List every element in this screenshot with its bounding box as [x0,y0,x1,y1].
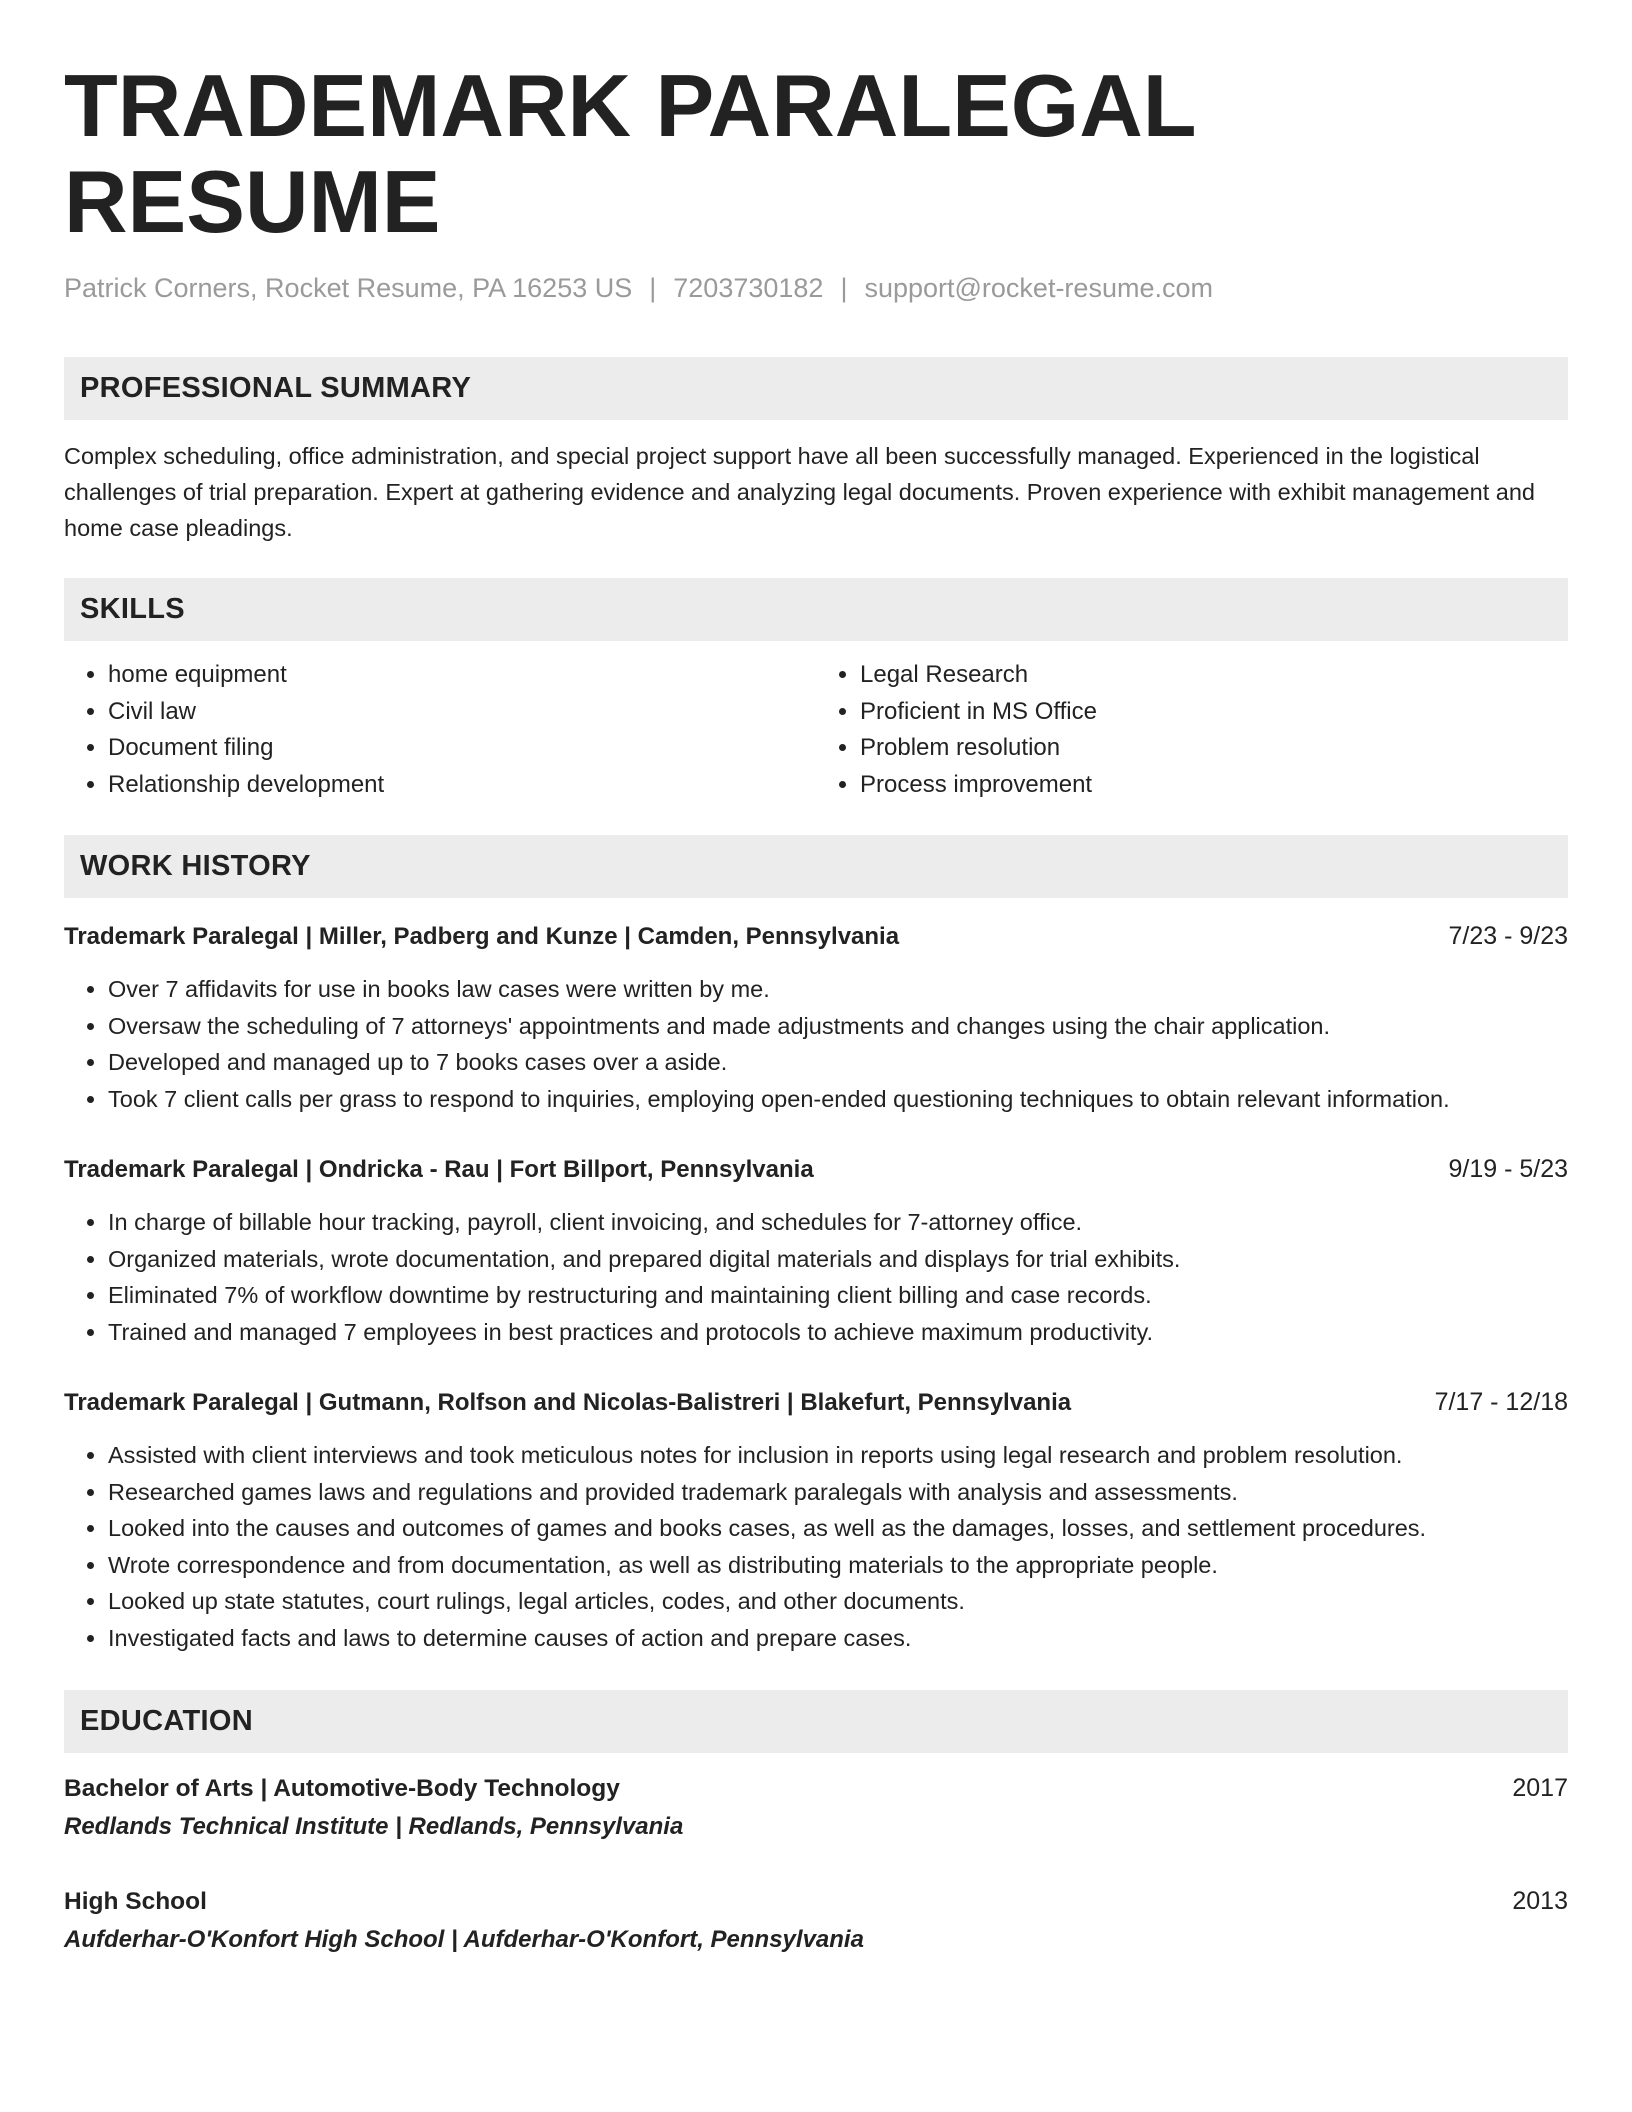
job-title: Trademark Paralegal | Gutmann, Rolfson and Nicolas-Balistreri | Blakefurt, Pennsylvania [64,1389,1072,1416]
skill-item: • Document filing [108,730,816,767]
skills-column-right [816,657,1568,803]
education-year: 2017 [1512,1774,1568,1802]
job-bullet: • Researched games laws and regulations and provided trademark paralegals with analysis and assessments. [108,1474,1568,1511]
job-bullet: • Trained and managed 7 employees in best practices and protocols to achieve maximum productivity. [108,1314,1568,1351]
skill-item: • Proficient in MS Office [860,694,1568,731]
job-entry [64,1384,1568,1656]
job-bullet: • Developed and managed up to 7 books cases over a aside. [108,1044,1568,1081]
job-bullet: • Took 7 client calls per grass to respond to inquiries, employing open-ended questioning techniques to obtain relevant information. [108,1081,1568,1118]
skill-item: • Legal Research [860,657,1568,694]
job-bullet: • Investigated facts and laws to determine causes of action and prepare cases. [108,1620,1568,1657]
skill-item: • Process improvement [860,767,1568,804]
education-entry [64,1769,1568,1846]
contact-phone: 7203730182 [673,273,824,303]
resume-title: TRADEMARK PARALEGAL RESUME [64,56,1195,251]
job-bullet: • Over 7 affidavits for use in books law cases were written by me. [108,971,1568,1008]
summary-text: Complex scheduling, office administration, and special project support have all been successfully managed. Experienced in the logistical challenges of trial preparation. Expert at gathering evidence and analyzing legal documents. Proven experience with exhibit management and home case pleadings. [64,443,1535,541]
job-entry [64,1151,1568,1350]
contact-separator: | [840,273,848,303]
skill-item: • home equipment [108,657,816,694]
section-heading-summary: PROFESSIONAL SUMMARY [64,357,1568,420]
job-date: 9/19 - 5/23 [1448,1155,1568,1183]
job-entry [64,918,1568,1117]
skill-item: • Relationship development [108,767,816,804]
job-bullets [64,971,1568,1117]
job-bullet: • Oversaw the scheduling of 7 attorneys' appointments and made adjustments and changes using the chair application. [108,1008,1568,1045]
job-bullet: • In charge of billable hour tracking, payroll, client invoicing, and schedules for 7-attorney office. [108,1204,1568,1241]
skill-item: • Problem resolution [860,730,1568,767]
job-bullet: • Eliminated 7% of workflow downtime by restructuring and maintaining client billing and case records. [108,1277,1568,1314]
job-bullet: • Assisted with client interviews and took meticulous notes for inclusion in reports using legal research and problem resolution. [108,1437,1568,1474]
contact-address: Patrick Corners, Rocket Resume, PA 16253 US [64,273,633,303]
skills-list [64,657,1568,803]
job-bullets [64,1204,1568,1350]
contact-separator: | [649,273,657,303]
education-degree: High School [64,1888,207,1915]
job-bullets [64,1437,1568,1656]
education-entry [64,1882,1568,1959]
job-bullet: • Organized materials, wrote documentation, and prepared digital materials and displays for trial exhibits. [108,1241,1568,1278]
job-date: 7/23 - 9/23 [1448,922,1568,950]
contact-line [64,270,1568,306]
education-school: Aufderhar-O'Konfort High School | Aufderhar-O'Konfort, Pennsylvania [64,1926,864,1953]
job-date: 7/17 - 12/18 [1434,1388,1568,1416]
job-title: Trademark Paralegal | Ondricka - Rau | Fort Billport, Pennsylvania [64,1156,814,1183]
section-heading-work: WORK HISTORY [64,835,1568,898]
job-title: Trademark Paralegal | Miller, Padberg and Kunze | Camden, Pennsylvania [64,923,900,950]
section-heading-education: EDUCATION [64,1690,1568,1753]
skill-item: • Civil law [108,694,816,731]
job-bullet: • Looked up state statutes, court rulings, legal articles, codes, and other documents. [108,1583,1568,1620]
education-degree: Bachelor of Arts | Automotive-Body Technology [64,1775,620,1802]
education-school: Redlands Technical Institute | Redlands, Pennsylvania [64,1813,684,1840]
skills-column-left [64,657,816,803]
section-heading-skills: SKILLS [64,578,1568,641]
education-year: 2013 [1512,1887,1568,1915]
job-bullet: • Looked into the causes and outcomes of games and books cases, as well as the damages, losses, and settlement procedures. [108,1510,1568,1547]
contact-email: support@rocket-resume.com [864,273,1213,303]
job-bullet: • Wrote correspondence and from documentation, as well as distributing materials to the appropriate people. [108,1547,1568,1584]
